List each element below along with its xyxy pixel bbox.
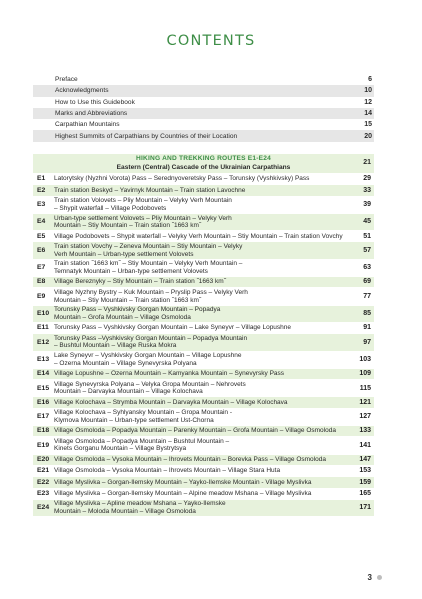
route-entry[interactable] [33,174,374,185]
section-heading[interactable] [33,154,374,173]
toc-entry-label: How to Use this Guidebook [55,98,135,106]
section-page-number: 21 [363,159,371,166]
route-entry[interactable] [33,369,374,380]
route-title: Train station ˝1663 km˝ – Stiy Mountain – Velyky Verh Mountain – Temnatyk Mountain – Urban-type settlement Volovets [54,260,243,275]
route-title: Village Bereznyky – Stiy Mountain – Train station ˝1663 km˝ [54,278,226,286]
toc-entry-label: Highest Summits of Carpathians by Countries of their Location [55,132,238,140]
route-code: E2 [37,186,46,194]
toc-entry-page: 6 [368,76,372,84]
route-code: E5 [37,232,46,240]
route-title: Lake Syneyvr – Vyshkivsky Gorgan Mountain – Village Lopushne – Ozerna Mountain – Village Synevyrska Polyana [54,352,242,367]
route-code: E3 [37,200,46,208]
route-title: Village Nyzhny Bystry – Kuk Mountain – Pryslip Pass – Velyky Verh Mountain – Stiy Mountain – Train station ˝1663 km˝ [54,289,248,304]
route-entry[interactable] [33,477,374,488]
route-title: Village Myslivka – Gorgan-Ilemsky Mountain – Alpine meadow Mshana – Village Myslivka [54,489,312,497]
route-title: Torunsky Pass – Vyshkivsky Gorgan Mountain – Lake Syneyvr – Village Lopushne [54,324,292,332]
page-number: 3 [367,573,372,582]
routes-list [33,174,374,517]
route-code: E24 [37,504,50,512]
route-entry[interactable] [33,185,374,196]
route-page: 115 [359,384,371,392]
route-page: 147 [359,456,371,464]
route-code: E11 [37,324,49,332]
route-title: Village Synevyrska Polyana – Velyka Gropa Mountain – Nehrovets Mountain – Darvayka Mountain – Village Kolochava [54,380,246,396]
route-title: Village Myslivka – Apline meadow Mshana – Yayko-Ilemske Mountain – Moloda Mountain – Village Osmoloda [54,500,226,515]
route-code: E19 [37,441,50,449]
route-entry[interactable] [33,323,374,334]
route-code: E16 [37,398,50,406]
route-title: Village Osmoloda – Vysoka Mountain – Ihrovets Mountain – Village Stara Huta [54,467,281,475]
route-entry[interactable] [33,397,374,408]
route-title: Village Osmoloda – Vysoka Mountain – Ihrovets Mountain – Borevka Pass – Village Osmoloda [54,456,326,464]
route-entry[interactable] [33,409,374,426]
route-title: Village Kolochava – Syhlyansky Mountain – Gropa Mountain - Klymova Mountain – Urban-type settlement Ust-Chorna [54,409,233,424]
toc-entry-page: 15 [364,121,372,129]
route-code: E13 [37,355,50,363]
route-code: E1 [37,175,46,183]
route-page: 159 [359,478,371,486]
route-title: Train station Vovchy – Zeneva Mountain – Stiy Mountain – Velyky Verh Mountain – Urban-type settlement Volovets [54,243,243,258]
route-page: 85 [363,310,371,318]
toc-entry-label: Carpathian Mountains [55,121,120,129]
route-page: 103 [359,355,371,363]
route-title: Torunsky Pass – Vyshkivsky Gorgan Mountain – Popadya Mountain – Grofa Mountain – Village Osmoloda [54,306,221,321]
route-page: 165 [359,489,371,497]
route-code: E7 [37,264,46,272]
route-code: E4 [37,218,46,226]
toc-entry-label: Preface [55,76,78,84]
route-page: 77 [363,292,371,300]
route-page: 153 [359,467,371,475]
route-code: E10 [37,310,50,318]
route-title: Village Lopushne – Ozerna Mountain – Kamyanka Mountain – Synevyrsky Pass [54,370,285,378]
route-entry[interactable] [33,288,374,305]
section-subtitle: Eastern (Central) Cascade of the Ukrainian Carpathians [116,163,291,171]
route-code: E14 [37,370,50,378]
toc-entry[interactable] [33,97,374,108]
route-title: Train station Beskyd – Yavirnyk Mountain – Train station Lavochne [54,186,246,194]
route-page: 63 [363,264,371,272]
route-entry[interactable] [33,426,374,437]
route-entry[interactable] [33,489,374,500]
route-entry[interactable] [33,197,374,214]
route-title: Urban-type settlement Volovets – Pliy Mountain – Velyky Verh Mountain – Stiy Mountain – Train station ˝1663 km˝ [54,214,232,230]
toc-entry-page: 12 [364,98,372,106]
route-page: 39 [363,200,371,208]
toc-entry-label: Acknowledgments [55,87,109,95]
route-title: Latorytsky (Nyzhni Vorota) Pass – Serednyoveretsky Pass – Torunsky (Vyshkivsky) Pass [54,175,310,183]
route-code: E9 [37,292,46,300]
route-entry[interactable] [33,214,374,231]
route-title: Village Osmoloda – Popadya Mountain – Parenky Mountain – Grofa Mountain – Village Osmoloda [54,427,336,435]
route-title: Train station Volovets – Pliy Mountain – Velyky Verh Mountain – Shypit waterfall – Village Podobovets [54,197,232,212]
route-page: 91 [363,324,371,332]
route-page: 33 [363,186,371,194]
route-title: Village Podobovets – Shypit waterfall – Velyky Verh Mountain – Stiy Mountain – Train station Vovchy [54,232,343,240]
route-title: Village Kolochava – Strymba Mountain – Darvayka Mountain – Village Kolochava [54,398,288,406]
section-title: HIKING AND TREKKING ROUTES E1-E24 [136,155,271,162]
route-title: Torunsky Pass –Vyshkivsky Gorgan Mountain – Popadya Mountain – Bushtul Mountain – Village Ruska Mokra [54,334,248,350]
route-code: E6 [37,246,46,254]
route-entry[interactable] [33,455,374,466]
route-page: 127 [359,413,371,421]
route-page: 121 [359,398,371,406]
route-entry[interactable] [33,242,374,259]
route-code: E23 [37,489,50,497]
route-entry[interactable] [33,437,374,454]
route-entry[interactable] [33,380,374,397]
route-code: E15 [37,384,50,392]
toc-entry-page: 10 [364,87,372,95]
route-code: E22 [37,478,50,486]
route-page: 171 [359,504,371,512]
route-code: E17 [37,413,50,421]
route-title: Village Myslivka – Gorgan-Ilemsky Mountain – Yayko-Ilemske Mountain - Village Myslivka [54,478,312,486]
route-code: E8 [37,278,46,286]
route-page: 69 [363,278,371,286]
toc-entry[interactable] [33,74,374,85]
route-page: 45 [363,218,371,226]
toc-entry[interactable] [33,85,374,96]
route-code: E18 [37,427,50,435]
toc-entry[interactable] [33,130,374,141]
toc-entry-page: 14 [364,110,372,118]
route-page: 109 [359,370,371,378]
route-entry[interactable] [33,277,374,288]
toc-entry-page: 20 [364,132,372,140]
route-code: E20 [37,456,50,464]
front-matter-list [33,74,374,142]
route-page: 141 [359,441,371,449]
route-page: 57 [363,246,371,254]
toc-entry[interactable] [33,108,374,119]
route-page: 29 [363,175,371,183]
route-entry[interactable] [33,306,374,323]
toc-entry-label: Marks and Abbreviations [55,110,128,118]
page-title: CONTENTS [166,33,256,49]
route-entry[interactable] [33,352,374,369]
page-dot-icon [377,575,382,580]
route-entry[interactable] [33,231,374,242]
route-page: 133 [359,427,371,435]
toc-entry[interactable] [33,119,374,130]
route-page: 97 [363,338,371,346]
route-title: Village Osmoloda – Popadya Mountain – Bushtul Mountain – Kinets Gorganu Mountain – Village Bystrytsya [54,437,230,453]
route-page: 51 [363,232,371,240]
route-code: E12 [37,338,50,346]
route-entry[interactable] [33,466,374,477]
route-entry[interactable] [33,334,374,351]
route-entry[interactable] [33,260,374,277]
route-entry[interactable] [33,500,374,517]
route-code: E21 [37,467,50,475]
